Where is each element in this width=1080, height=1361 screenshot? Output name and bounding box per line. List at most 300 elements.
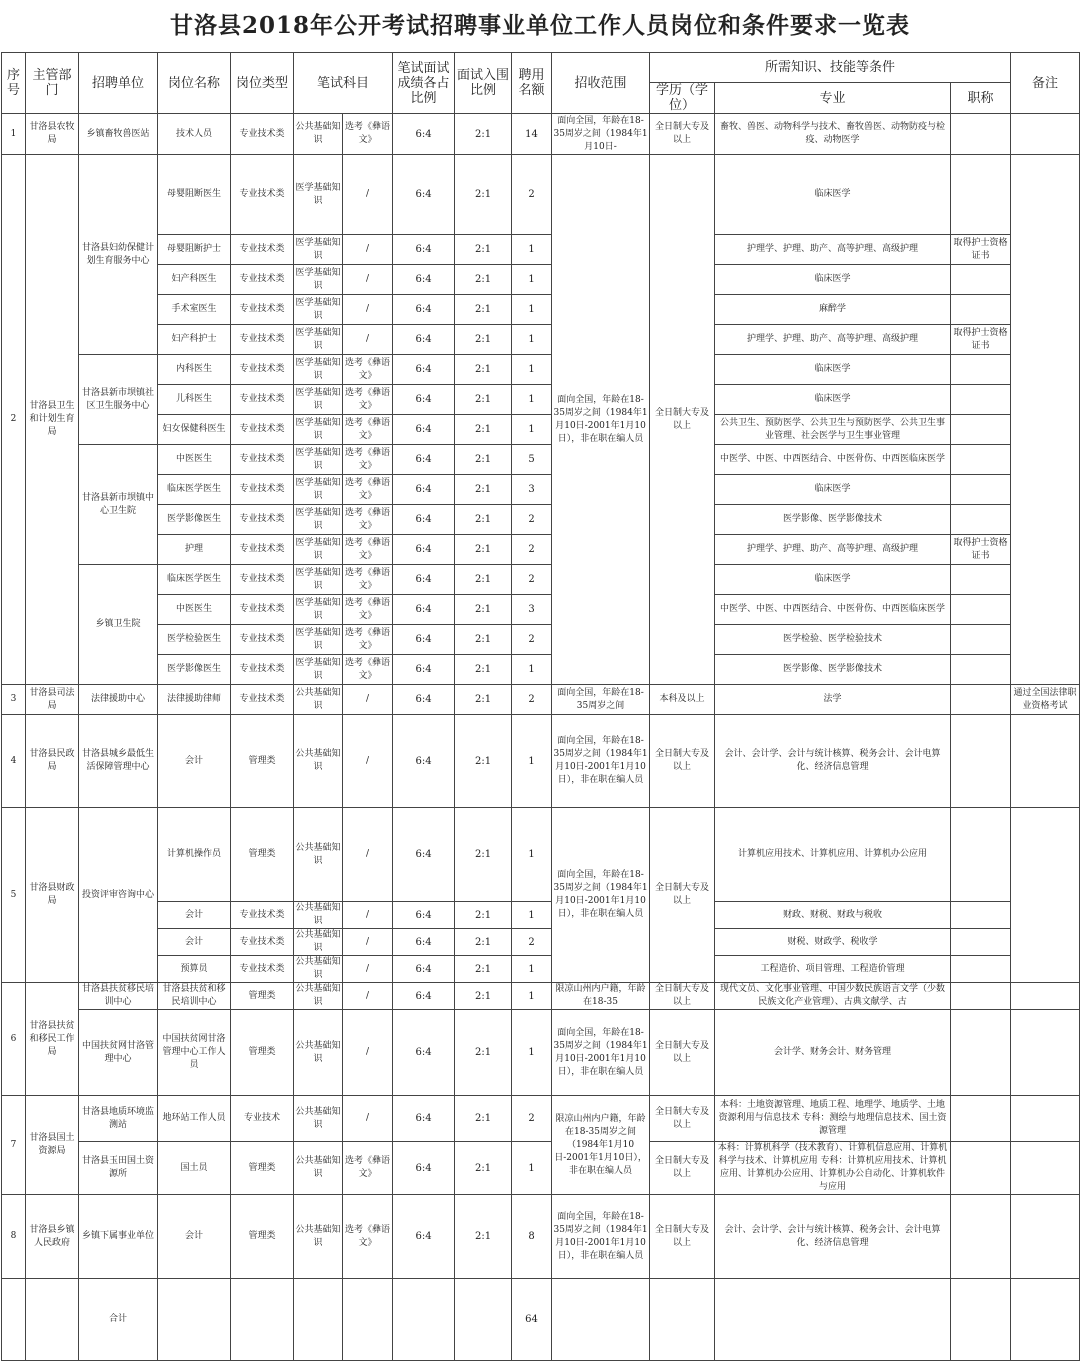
cell-dept bbox=[26, 1279, 79, 1361]
cell-ratio: 6:4 bbox=[393, 685, 455, 715]
cell-unit: 甘洛县新市坝镇中心卫生院 bbox=[79, 445, 158, 565]
cell-major: 中医学、中医、中西医结合、中医骨伤、中西医临床医学 bbox=[715, 445, 951, 475]
cell-exam-elective: / bbox=[343, 155, 393, 235]
cell-interview: 2:1 bbox=[455, 655, 512, 685]
cell-scope: 限凉山州内户籍，年龄在18-35 bbox=[552, 983, 650, 1010]
cell-ratio: 6:4 bbox=[393, 625, 455, 655]
cell-ratio: 6:4 bbox=[393, 535, 455, 565]
cell-dept: 甘洛县财政局 bbox=[26, 808, 79, 983]
cell-major: 护理学、护理、助产、高等护理、高级护理 bbox=[715, 325, 951, 355]
header-edu: 学历（学位） bbox=[650, 83, 715, 114]
cell-post: 国土员 bbox=[158, 1142, 231, 1195]
cell-note bbox=[1011, 1195, 1080, 1279]
cell-scope: 面向全国，年龄在18-35周岁之间（1984年1月10日-2001年1月10日），非在职在编人员 bbox=[552, 808, 650, 983]
table-row bbox=[2, 565, 1080, 595]
cell-exam bbox=[294, 1279, 343, 1361]
cell-type: 专业技术类 bbox=[231, 114, 294, 155]
cell-post: 技术人员 bbox=[158, 114, 231, 155]
cell-post: 计算机操作员 bbox=[158, 808, 231, 902]
cell-post: 妇产科医生 bbox=[158, 265, 231, 295]
cell-post: 内科医生 bbox=[158, 355, 231, 385]
cell-exam: 医学基础知识 bbox=[294, 355, 343, 385]
cell-title: 取得护士资格证书 bbox=[951, 535, 1011, 565]
cell-major: 临床医学 bbox=[715, 265, 951, 295]
cell-exam-elective: / bbox=[343, 956, 393, 983]
cell-count: 2 bbox=[512, 625, 552, 655]
cell-post: 甘洛县扶贫和移民培训中心 bbox=[158, 983, 231, 1010]
cell-title bbox=[951, 445, 1011, 475]
cell-ratio: 6:4 bbox=[393, 655, 455, 685]
cell-major: 会计、会计学、会计与统计核算、税务会计、会计电算化、经济信息管理 bbox=[715, 1195, 951, 1279]
cell-exam: 公共基础知识 bbox=[294, 956, 343, 983]
cell-ratio: 6:4 bbox=[393, 956, 455, 983]
cell-interview: 2:1 bbox=[455, 535, 512, 565]
cell-major: 财税、财政学、税收学 bbox=[715, 929, 951, 956]
cell-unit: 甘洛县玉田国土资源所 bbox=[79, 1142, 158, 1195]
cell-seq: 5 bbox=[2, 808, 26, 983]
cell-major: 畜牧、兽医、动物科学与技术、畜牧兽医、动物防疫与检疫、动物医学 bbox=[715, 114, 951, 155]
table-row bbox=[2, 445, 1080, 475]
cell-unit: 甘洛县妇幼保健计划生育服务中心 bbox=[79, 155, 158, 355]
cell-seq: 2 bbox=[2, 155, 26, 685]
cell-exam-elective: 选考《彝语文》 bbox=[343, 535, 393, 565]
table-row bbox=[2, 715, 1080, 808]
cell-seq: 8 bbox=[2, 1195, 26, 1279]
cell-title bbox=[951, 715, 1011, 808]
cell-count: 5 bbox=[512, 445, 552, 475]
cell-exam-elective: 选考《彝语文》 bbox=[343, 595, 393, 625]
cell-ratio: 6:4 bbox=[393, 1195, 455, 1279]
cell-ratio: 6:4 bbox=[393, 808, 455, 902]
header-major: 专业 bbox=[715, 83, 951, 114]
cell-ratio: 6:4 bbox=[393, 715, 455, 808]
cell-ratio: 6:4 bbox=[393, 325, 455, 355]
cell-post: 预算员 bbox=[158, 956, 231, 983]
cell-scope: 面向全国，年龄在18-35周岁之间 bbox=[552, 685, 650, 715]
cell-exam-elective: / bbox=[343, 685, 393, 715]
cell-title bbox=[951, 114, 1011, 155]
cell-interview: 2:1 bbox=[455, 355, 512, 385]
cell-note bbox=[1011, 155, 1080, 685]
table-row bbox=[2, 505, 1080, 535]
table-row bbox=[2, 295, 1080, 325]
cell-dept: 甘洛县乡镇人民政府 bbox=[26, 1195, 79, 1279]
table-row bbox=[2, 595, 1080, 625]
cell-unit: 中国扶贫网甘洛管理中心 bbox=[79, 1010, 158, 1096]
cell-title bbox=[951, 595, 1011, 625]
cell-post: 会计 bbox=[158, 1195, 231, 1279]
cell-interview: 2:1 bbox=[455, 565, 512, 595]
cell-exam: 公共基础知识 bbox=[294, 685, 343, 715]
cell-interview: 2:1 bbox=[455, 155, 512, 235]
cell-major: 临床医学 bbox=[715, 385, 951, 415]
cell-exam: 公共基础知识 bbox=[294, 715, 343, 808]
table-row bbox=[2, 475, 1080, 505]
cell-exam: 医学基础知识 bbox=[294, 385, 343, 415]
cell-title: 取得护士资格证书 bbox=[951, 235, 1011, 265]
cell-scope: 面向全国，年龄在18-35周岁之间（1984年1月10日-2001年1月10日），非在职在编人员 bbox=[552, 1010, 650, 1096]
cell-interview: 2:1 bbox=[455, 325, 512, 355]
cell-title bbox=[951, 902, 1011, 929]
cell-post: 儿科医生 bbox=[158, 385, 231, 415]
cell-major: 医学检验、医学检验技术 bbox=[715, 625, 951, 655]
cell-exam-elective: 选考《彝语文》 bbox=[343, 505, 393, 535]
cell-title bbox=[951, 1010, 1011, 1096]
cell-post: 中医医生 bbox=[158, 595, 231, 625]
header-title: 职称 bbox=[951, 83, 1011, 114]
cell-type: 专业技术类 bbox=[231, 295, 294, 325]
cell-type: 管理类 bbox=[231, 1142, 294, 1195]
cell-unit: 甘洛县城乡最低生活保障管理中心 bbox=[79, 715, 158, 808]
cell-type: 专业技术类 bbox=[231, 355, 294, 385]
cell-title bbox=[951, 1195, 1011, 1279]
cell-ratio: 6:4 bbox=[393, 235, 455, 265]
header-type: 岗位类型 bbox=[231, 53, 294, 114]
cell-exam-elective: 选考《彝语文》 bbox=[343, 475, 393, 505]
cell-count: 14 bbox=[512, 114, 552, 155]
cell-title bbox=[951, 625, 1011, 655]
cell-interview: 2:1 bbox=[455, 902, 512, 929]
cell-count: 2 bbox=[512, 1096, 552, 1142]
cell-post: 母婴阻断护士 bbox=[158, 235, 231, 265]
cell-exam-elective: / bbox=[343, 929, 393, 956]
cell-type: 专业技术类 bbox=[231, 685, 294, 715]
cell-seq: 3 bbox=[2, 685, 26, 715]
cell-interview: 2:1 bbox=[455, 1096, 512, 1142]
cell-ratio: 6:4 bbox=[393, 385, 455, 415]
cell-title bbox=[951, 295, 1011, 325]
cell-major: 临床医学 bbox=[715, 355, 951, 385]
cell-count: 1 bbox=[512, 235, 552, 265]
cell-post: 妇产科护士 bbox=[158, 325, 231, 355]
cell-major: 临床医学 bbox=[715, 565, 951, 595]
table-row bbox=[2, 929, 1080, 956]
total-count: 64 bbox=[512, 1279, 552, 1361]
cell-type: 专业技术类 bbox=[231, 625, 294, 655]
cell-interview: 2:1 bbox=[455, 715, 512, 808]
cell-count: 3 bbox=[512, 475, 552, 505]
cell-title bbox=[951, 983, 1011, 1010]
cell-count: 1 bbox=[512, 808, 552, 902]
header-count: 聘用名额 bbox=[512, 53, 552, 114]
cell-seq: 4 bbox=[2, 715, 26, 808]
cell-exam-elective: / bbox=[343, 235, 393, 265]
cell-interview bbox=[455, 1279, 512, 1361]
cell-post: 中国扶贫网甘洛管理中心工作人员 bbox=[158, 1010, 231, 1096]
cell-major: 护理学、护理、助产、高等护理、高级护理 bbox=[715, 535, 951, 565]
cell-post: 地环站工作人员 bbox=[158, 1096, 231, 1142]
cell-type: 管理类 bbox=[231, 1195, 294, 1279]
table-row bbox=[2, 1195, 1080, 1279]
cell-type: 管理类 bbox=[231, 983, 294, 1010]
header-interview: 面试入围比例 bbox=[455, 53, 512, 114]
cell-ratio: 6:4 bbox=[393, 265, 455, 295]
cell-interview: 2:1 bbox=[455, 265, 512, 295]
cell-dept: 甘洛县国土资源局 bbox=[26, 1096, 79, 1195]
cell-edu bbox=[650, 1279, 715, 1361]
cell-type: 专业技术类 bbox=[231, 475, 294, 505]
cell-major: 工程造价、项目管理、工程造价管理 bbox=[715, 956, 951, 983]
cell-exam-elective: / bbox=[343, 715, 393, 808]
cell-post bbox=[158, 1279, 231, 1361]
cell-type: 专业技术类 bbox=[231, 265, 294, 295]
cell-unit: 投资评审咨询中心 bbox=[79, 808, 158, 983]
cell-edu: 全日制大专及以上 bbox=[650, 715, 715, 808]
cell-exam-elective: 选考《彝语文》 bbox=[343, 415, 393, 445]
cell-ratio bbox=[393, 1279, 455, 1361]
cell-interview: 2:1 bbox=[455, 385, 512, 415]
cell-ratio: 6:4 bbox=[393, 902, 455, 929]
table-row bbox=[2, 235, 1080, 265]
cell-type: 专业技术类 bbox=[231, 385, 294, 415]
cell-exam-elective: 选考《彝语文》 bbox=[343, 1195, 393, 1279]
cell-major: 本科：土地资源管理、地质工程、地理学、地质学、土地资源利用与信息技术 专科：测绘与地理信息技术、国土资源管理 bbox=[715, 1096, 951, 1142]
cell-exam-elective: 选考《彝语文》 bbox=[343, 625, 393, 655]
cell-type: 专业技术类 bbox=[231, 535, 294, 565]
cell-major: 临床医学 bbox=[715, 155, 951, 235]
cell-exam-elective: 选考《彝语文》 bbox=[343, 1142, 393, 1195]
cell-exam: 公共基础知识 bbox=[294, 808, 343, 902]
cell-title bbox=[951, 415, 1011, 445]
header-scope: 招收范围 bbox=[552, 53, 650, 114]
cell-exam-elective: 选考《彝语文》 bbox=[343, 114, 393, 155]
page-title: 甘洛县2018年公开考试招聘事业单位工作人员岗位和条件要求一览表 bbox=[169, 12, 910, 39]
table-row bbox=[2, 655, 1080, 685]
cell-interview: 2:1 bbox=[455, 1142, 512, 1195]
cell-post: 母婴阻断医生 bbox=[158, 155, 231, 235]
cell-count: 2 bbox=[512, 929, 552, 956]
cell-exam: 公共基础知识 bbox=[294, 1010, 343, 1096]
cell-ratio: 6:4 bbox=[393, 1142, 455, 1195]
cell-major: 公共卫生、预防医学、公共卫生与预防医学、公共卫生事业管理、社会医学与卫生事业管理 bbox=[715, 415, 951, 445]
cell-ratio: 6:4 bbox=[393, 505, 455, 535]
cell-count: 1 bbox=[512, 655, 552, 685]
cell-note bbox=[1011, 1142, 1080, 1195]
cell-exam: 医学基础知识 bbox=[294, 295, 343, 325]
cell-exam: 医学基础知识 bbox=[294, 565, 343, 595]
cell-unit: 乡镇畜牧兽医站 bbox=[79, 114, 158, 155]
cell-count: 2 bbox=[512, 155, 552, 235]
cell-exam: 医学基础知识 bbox=[294, 325, 343, 355]
cell-count: 1 bbox=[512, 265, 552, 295]
cell-note: 通过全国法律职业资格考试 bbox=[1011, 685, 1080, 715]
cell-title bbox=[951, 565, 1011, 595]
cell-title bbox=[951, 929, 1011, 956]
cell-type: 专业技术类 bbox=[231, 565, 294, 595]
cell-exam-elective: / bbox=[343, 295, 393, 325]
cell-exam: 公共基础知识 bbox=[294, 1096, 343, 1142]
cell-title bbox=[951, 475, 1011, 505]
cell-type: 专业技术类 bbox=[231, 445, 294, 475]
table-row bbox=[2, 325, 1080, 355]
cell-type: 管理类 bbox=[231, 1010, 294, 1096]
cell-ratio: 6:4 bbox=[393, 155, 455, 235]
cell-count: 1 bbox=[512, 295, 552, 325]
cell-seq bbox=[2, 1279, 26, 1361]
cell-count: 1 bbox=[512, 325, 552, 355]
cell-type: 专业技术 bbox=[231, 1096, 294, 1142]
table-row bbox=[2, 902, 1080, 929]
cell-interview: 2:1 bbox=[455, 114, 512, 155]
cell-exam: 医学基础知识 bbox=[294, 505, 343, 535]
cell-exam-elective: / bbox=[343, 983, 393, 1010]
cell-count: 3 bbox=[512, 595, 552, 625]
table-row bbox=[2, 1010, 1080, 1096]
cell-interview: 2:1 bbox=[455, 595, 512, 625]
cell-type: 专业技术类 bbox=[231, 415, 294, 445]
cell-exam: 医学基础知识 bbox=[294, 535, 343, 565]
header-ratio: 笔试面试成绩各占比例 bbox=[393, 53, 455, 114]
cell-interview: 2:1 bbox=[455, 445, 512, 475]
cell-edu: 全日制大专及以上 bbox=[650, 155, 715, 685]
cell-major bbox=[715, 1279, 951, 1361]
cell-ratio: 6:4 bbox=[393, 295, 455, 325]
cell-exam-elective: / bbox=[343, 808, 393, 902]
cell-interview: 2:1 bbox=[455, 929, 512, 956]
cell-count: 2 bbox=[512, 505, 552, 535]
total-label: 合计 bbox=[79, 1279, 158, 1361]
cell-type: 管理类 bbox=[231, 808, 294, 902]
cell-title bbox=[951, 685, 1011, 715]
cell-post: 医学影像医生 bbox=[158, 655, 231, 685]
cell-exam: 医学基础知识 bbox=[294, 595, 343, 625]
cell-count: 1 bbox=[512, 1010, 552, 1096]
cell-title bbox=[951, 385, 1011, 415]
cell-title: 取得护士资格证书 bbox=[951, 325, 1011, 355]
cell-note bbox=[1011, 808, 1080, 983]
recruitment-table bbox=[1, 52, 1080, 1361]
table-row bbox=[2, 685, 1080, 715]
table-row bbox=[2, 355, 1080, 385]
cell-post: 中医医生 bbox=[158, 445, 231, 475]
cell-dept: 甘洛县扶贫和移民工作局 bbox=[26, 983, 79, 1096]
cell-exam: 公共基础知识 bbox=[294, 902, 343, 929]
cell-note bbox=[1011, 983, 1080, 1010]
cell-exam: 医学基础知识 bbox=[294, 235, 343, 265]
cell-major: 医学影像、医学影像技术 bbox=[715, 505, 951, 535]
cell-type: 专业技术类 bbox=[231, 902, 294, 929]
header-note: 备注 bbox=[1011, 53, 1080, 114]
cell-exam-elective: 选考《彝语文》 bbox=[343, 355, 393, 385]
cell-edu: 全日制大专及以上 bbox=[650, 983, 715, 1010]
cell-edu: 全日制大专及以上 bbox=[650, 1142, 715, 1195]
cell-edu: 全日制大专及以上 bbox=[650, 114, 715, 155]
cell-exam-elective: 选考《彝语文》 bbox=[343, 565, 393, 595]
cell-post: 会计 bbox=[158, 715, 231, 808]
cell-ratio: 6:4 bbox=[393, 114, 455, 155]
cell-type: 专业技术类 bbox=[231, 325, 294, 355]
cell-count: 2 bbox=[512, 685, 552, 715]
cell-title bbox=[951, 355, 1011, 385]
cell-count: 1 bbox=[512, 385, 552, 415]
cell-count: 1 bbox=[512, 902, 552, 929]
cell-type: 专业技术类 bbox=[231, 655, 294, 685]
header-conditions: 所需知识、技能等条件 bbox=[650, 53, 1011, 83]
cell-unit: 甘洛县地质环境监测站 bbox=[79, 1096, 158, 1142]
cell-post: 护理 bbox=[158, 535, 231, 565]
cell-count: 1 bbox=[512, 956, 552, 983]
cell-type bbox=[231, 1279, 294, 1361]
cell-edu: 全日制大专及以上 bbox=[650, 1096, 715, 1142]
cell-count: 8 bbox=[512, 1195, 552, 1279]
cell-count: 2 bbox=[512, 535, 552, 565]
table-row bbox=[2, 265, 1080, 295]
table-row bbox=[2, 415, 1080, 445]
cell-title bbox=[951, 155, 1011, 235]
cell-count: 1 bbox=[512, 415, 552, 445]
cell-dept: 甘洛县司法局 bbox=[26, 685, 79, 715]
cell-exam-elective: / bbox=[343, 325, 393, 355]
cell-type: 专业技术类 bbox=[231, 505, 294, 535]
cell-scope: 面向全国，年龄在18-35周岁之间（1984年1月10日- bbox=[552, 114, 650, 155]
table-row bbox=[2, 114, 1080, 155]
cell-count: 1 bbox=[512, 715, 552, 808]
cell-major: 医学影像、医学影像技术 bbox=[715, 655, 951, 685]
cell-ratio: 6:4 bbox=[393, 1010, 455, 1096]
cell-type: 管理类 bbox=[231, 715, 294, 808]
cell-note bbox=[1011, 715, 1080, 808]
cell-scope: 面向全国，年龄在18-35周岁之间（1984年1月10日-2001年1月10日），非在职在编人员 bbox=[552, 1195, 650, 1279]
cell-exam: 医学基础知识 bbox=[294, 625, 343, 655]
table-row bbox=[2, 155, 1080, 235]
header-post: 岗位名称 bbox=[158, 53, 231, 114]
cell-dept: 甘洛县农牧局 bbox=[26, 114, 79, 155]
cell-count: 1 bbox=[512, 1142, 552, 1195]
cell-post: 医学影像医生 bbox=[158, 505, 231, 535]
cell-post: 会计 bbox=[158, 929, 231, 956]
cell-post: 医学检验医生 bbox=[158, 625, 231, 655]
table-body bbox=[2, 114, 1080, 1361]
cell-exam: 医学基础知识 bbox=[294, 155, 343, 235]
cell-interview: 2:1 bbox=[455, 235, 512, 265]
cell-title bbox=[951, 1096, 1011, 1142]
table-row bbox=[2, 1096, 1080, 1142]
cell-major: 麻醉学 bbox=[715, 295, 951, 325]
cell-title bbox=[951, 956, 1011, 983]
cell-interview: 2:1 bbox=[455, 415, 512, 445]
table-row bbox=[2, 535, 1080, 565]
cell-unit: 甘洛县新市坝镇社区卫生服务中心 bbox=[79, 355, 158, 445]
cell-title bbox=[951, 1142, 1011, 1195]
cell-post: 临床医学医生 bbox=[158, 565, 231, 595]
cell-exam: 公共基础知识 bbox=[294, 1195, 343, 1279]
cell-title bbox=[951, 1279, 1011, 1361]
cell-dept: 甘洛县民政局 bbox=[26, 715, 79, 808]
cell-exam-elective: / bbox=[343, 1096, 393, 1142]
cell-count: 1 bbox=[512, 983, 552, 1010]
cell-title bbox=[951, 505, 1011, 535]
cell-scope: 面向全国，年龄在18-35周岁之间（1984年1月10日-2001年1月10日），非在职在编人员 bbox=[552, 715, 650, 808]
table-row bbox=[2, 1142, 1080, 1195]
cell-post: 临床医学医生 bbox=[158, 475, 231, 505]
cell-exam: 公共基础知识 bbox=[294, 114, 343, 155]
cell-interview: 2:1 bbox=[455, 983, 512, 1010]
cell-major: 临床医学 bbox=[715, 475, 951, 505]
cell-unit: 乡镇下属事业单位 bbox=[79, 1195, 158, 1279]
cell-ratio: 6:4 bbox=[393, 565, 455, 595]
cell-ratio: 6:4 bbox=[393, 983, 455, 1010]
cell-ratio: 6:4 bbox=[393, 929, 455, 956]
cell-dept: 甘洛县卫生和计划生育局 bbox=[26, 155, 79, 685]
cell-major: 会计、会计学、会计与统计核算、税务会计、会计电算化、经济信息管理 bbox=[715, 715, 951, 808]
cell-major: 现代文员、文化事业管理、中国少数民族语言文学（少数民族文化产业管理）、古典文献学、古 bbox=[715, 983, 951, 1010]
cell-count: 1 bbox=[512, 355, 552, 385]
cell-ratio: 6:4 bbox=[393, 1096, 455, 1142]
cell-exam-elective: / bbox=[343, 902, 393, 929]
header-exam: 笔试科目 bbox=[294, 53, 393, 114]
cell-interview: 2:1 bbox=[455, 625, 512, 655]
header-seq: 序号 bbox=[2, 53, 26, 114]
